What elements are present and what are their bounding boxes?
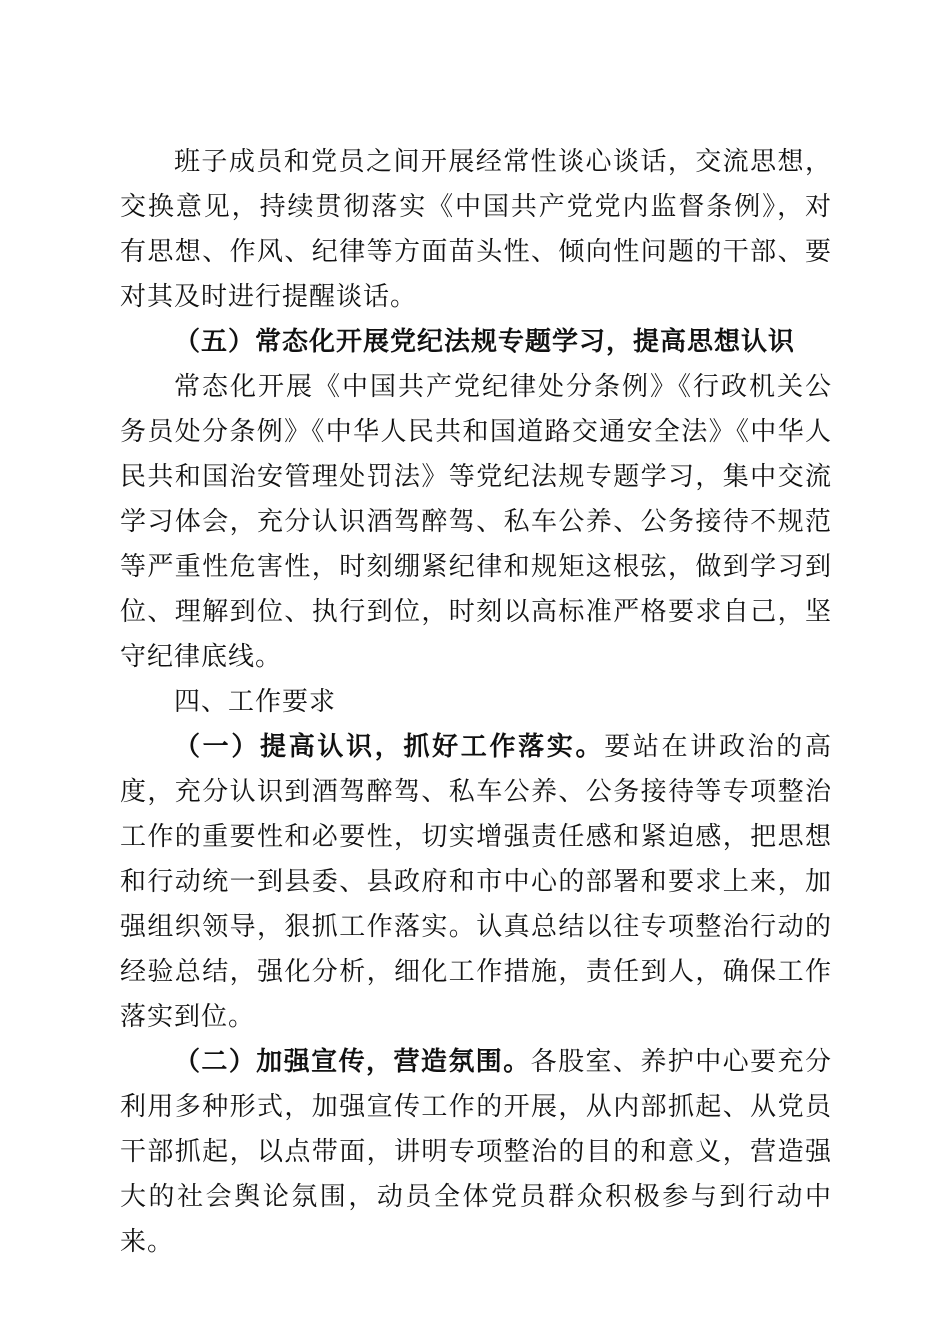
paragraph-study: 常态化开展《中国共产党纪律处分条例》《行政机关公务员处分条例》《中华人民共和国道路交通安全法》《中华人民共和国治安管理处罚法》等党纪法规专题学习，集中交流学习体会，充分认识酒驾醉驾、私车公养、公务接待不规范等严重性危害性，时刻绷紧纪律和规矩这根弦，做到学习到位、理解到位、执行到位，时刻以高标准严格要求自己，坚守纪律底线。 — [120, 372, 832, 672]
requirement-one-body: 要站在讲政治的高度，充分认识到酒驾醉驾、私车公养、公务接待等专项整治工作的重要性和必要性，切实增强责任感和紧迫感，把思想和行动统一到县委、县政府和市中心的部署和要求上来，加强组织领导，狠抓工作落实。认真总结以往专项整治行动的经验总结，强化分析，细化工作措施，责任到人，确保工作落实到位。 — [120, 732, 832, 1032]
heading-work-requirements: 四、工作要求 — [174, 687, 337, 717]
paragraph-requirement-two — [120, 1040, 832, 1265]
requirement-one-lead: （一）提高认识，抓好工作落实。 — [174, 732, 605, 762]
paragraph-talks: 班子成员和党员之间开展经常性谈心谈话，交流思想，交换意见，持续贯彻落实《中国共产党党内监督条例》，对有思想、作风、纪律等方面苗头性、倾向性问题的干部、要对其及时进行提醒谈话。 — [120, 147, 832, 312]
requirement-two-lead: （二）加强宣传，营造氛围。 — [174, 1047, 531, 1077]
requirement-two-body: 各股室、养护中心要充分利用多种形式，加强宣传工作的开展，从内部抓起、从党员干部抓起，以点带面，讲明专项整治的目的和意义，营造强大的社会舆论氛围，动员全体党员群众积极参与到行动中来。 — [120, 1047, 832, 1257]
paragraph-requirement-one — [120, 725, 832, 1040]
document-body — [120, 140, 832, 1265]
heading-section-five: （五）常态化开展党纪法规专题学习，提高思想认识 — [174, 327, 796, 357]
